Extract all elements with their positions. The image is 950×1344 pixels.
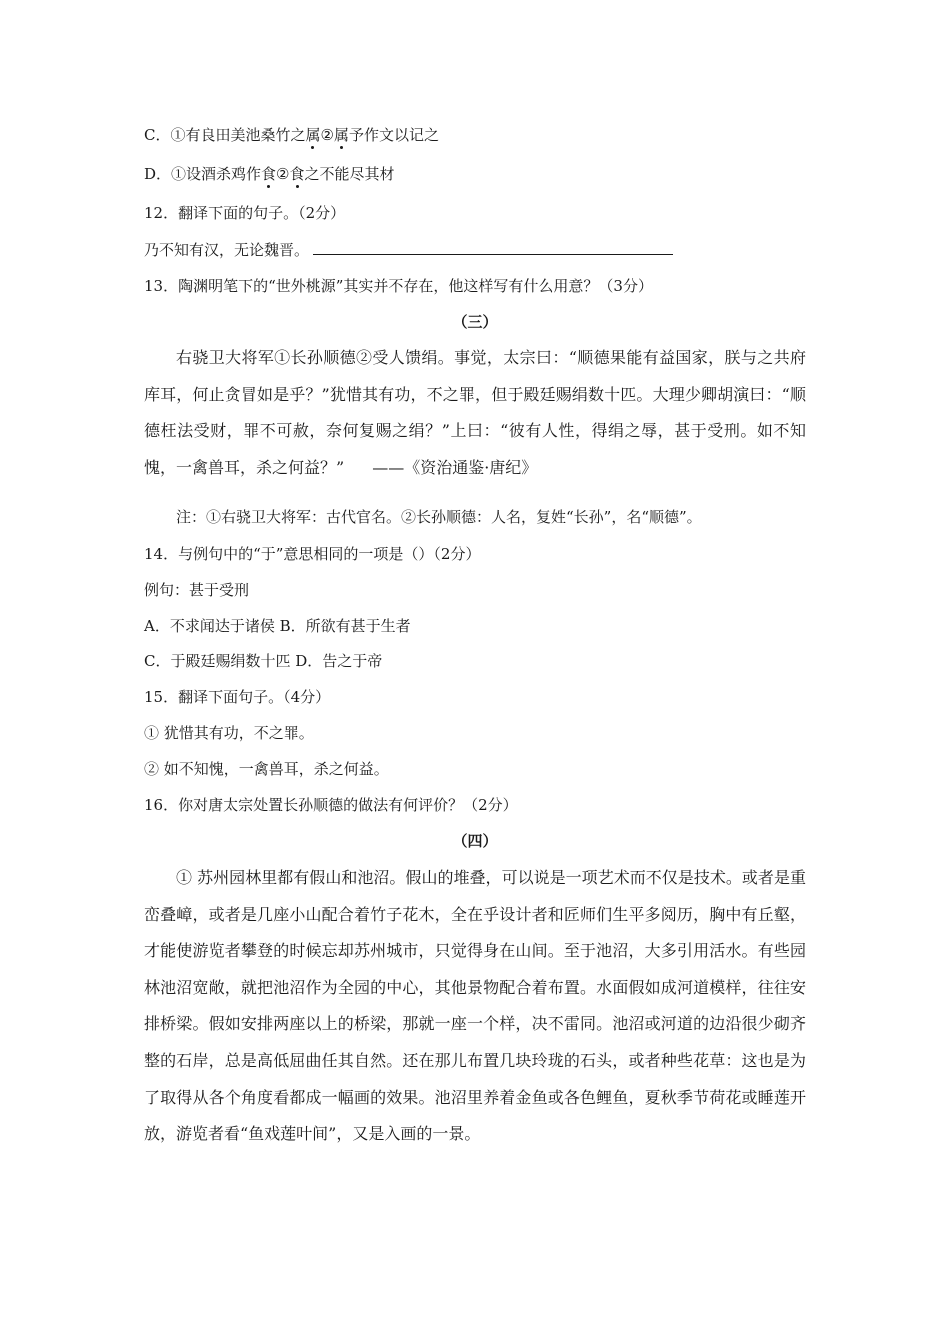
emphasis-dot-char: 属 — [333, 126, 349, 144]
section-3-note: 注：①右骁卫大将军：古代官名。②长孙顺德：人名，复姓“长孙”，名“顺德”。 — [176, 508, 702, 526]
q14-options-ab: A．不求闻达于诸侯 B．所欲有甚于生者 — [144, 617, 411, 635]
q12-sentence: 乃不知有汉，无论魏晋。 — [144, 240, 673, 260]
section-3-passage: 右骁卫大将军①长孙顺德②受人馈绢。事觉，太宗曰：“顺德果能有益国家，朕与之共府库耳，何止贪冒如是乎？”犹惜其有功，不之罪，但于殿廷赐绢数十匹。大理少卿胡演曰：“顺德枉法受财，罪不可赦，奈何复赐之绢？”上曰：“彼有人性，得绢之辱，甚于受刑。如不知愧，一禽兽耳，杀之何益？” ——《资治通鉴·唐纪》 — [144, 348, 806, 477]
q14-options-cd: C．于殿廷赐绢数十匹 D．告之于帝 — [144, 652, 383, 670]
q14-question: 14．与例句中的“于”意思相同的一项是（）（2分） — [144, 545, 481, 563]
q15-item-1: ① 犹惜其有功，不之罪。 — [144, 724, 314, 742]
section-4-passage: ① 苏州园林里都有假山和池沼。假山的堆叠，可以说是一项艺术而不仅是技术。或者是重峦叠嶂，或者是几座小山配合着竹子花木，全在乎设计者和匠师们生平多阅历，胸中有丘壑，才能使游览者攀登的时候忘却苏州城市，只觉得身在山间。至于池沼，大多引用活水。有些园林池沼宽敞，就把池沼作为全园的中心，其他景物配合着布置。水面假如成河道模样，往往安排桥梁。假如安排两座以上的桥梁，那就一座一个样，决不雷同。池沼或河道的边沿很少砌齐整的石岸，总是高低屈曲任其自然。还在那儿布置几块玲珑的石头，或者种些花草：这也是为了取得从各个角度看都成一幅画的效果。池沼里养着金鱼或各色鲤鱼，夏秋季节荷花或睡莲开放，游览者看“鱼戏莲叶间”，又是入画的一景。 — [144, 868, 806, 1144]
q11-option-c: C．①有良田美池桑竹之属②属予作文以记之 — [144, 126, 439, 144]
q11-option-d: D．①设酒杀鸡作食②食之不能尽其材 — [144, 165, 395, 183]
q16-question: 16．你对唐太宗处置长孙顺德的做法有何评价？（2分） — [144, 796, 518, 814]
emphasis-dot-char: 食 — [261, 165, 277, 183]
emphasis-dot-char: 属 — [305, 126, 321, 144]
q12-question: 12．翻译下面的句子。（2分） — [144, 204, 346, 222]
q13-question: 13．陶渊明笔下的“世外桃源”其实并不存在，他这样写有什么用意？（3分） — [144, 277, 653, 295]
q15-question: 15．翻译下面句子。（4分） — [144, 688, 331, 706]
answer-blank-line[interactable] — [313, 240, 673, 255]
section-4-heading: （四） — [452, 832, 498, 850]
q15-item-2: ② 如不知愧，一禽兽耳，杀之何益。 — [144, 760, 389, 778]
section-3-heading: （三） — [452, 313, 498, 331]
emphasis-dot-char: 食 — [289, 165, 305, 183]
q14-example: 例句：甚于受刑 — [144, 581, 250, 599]
passage-source: ——《资治通鉴·唐纪》 — [372, 457, 538, 477]
